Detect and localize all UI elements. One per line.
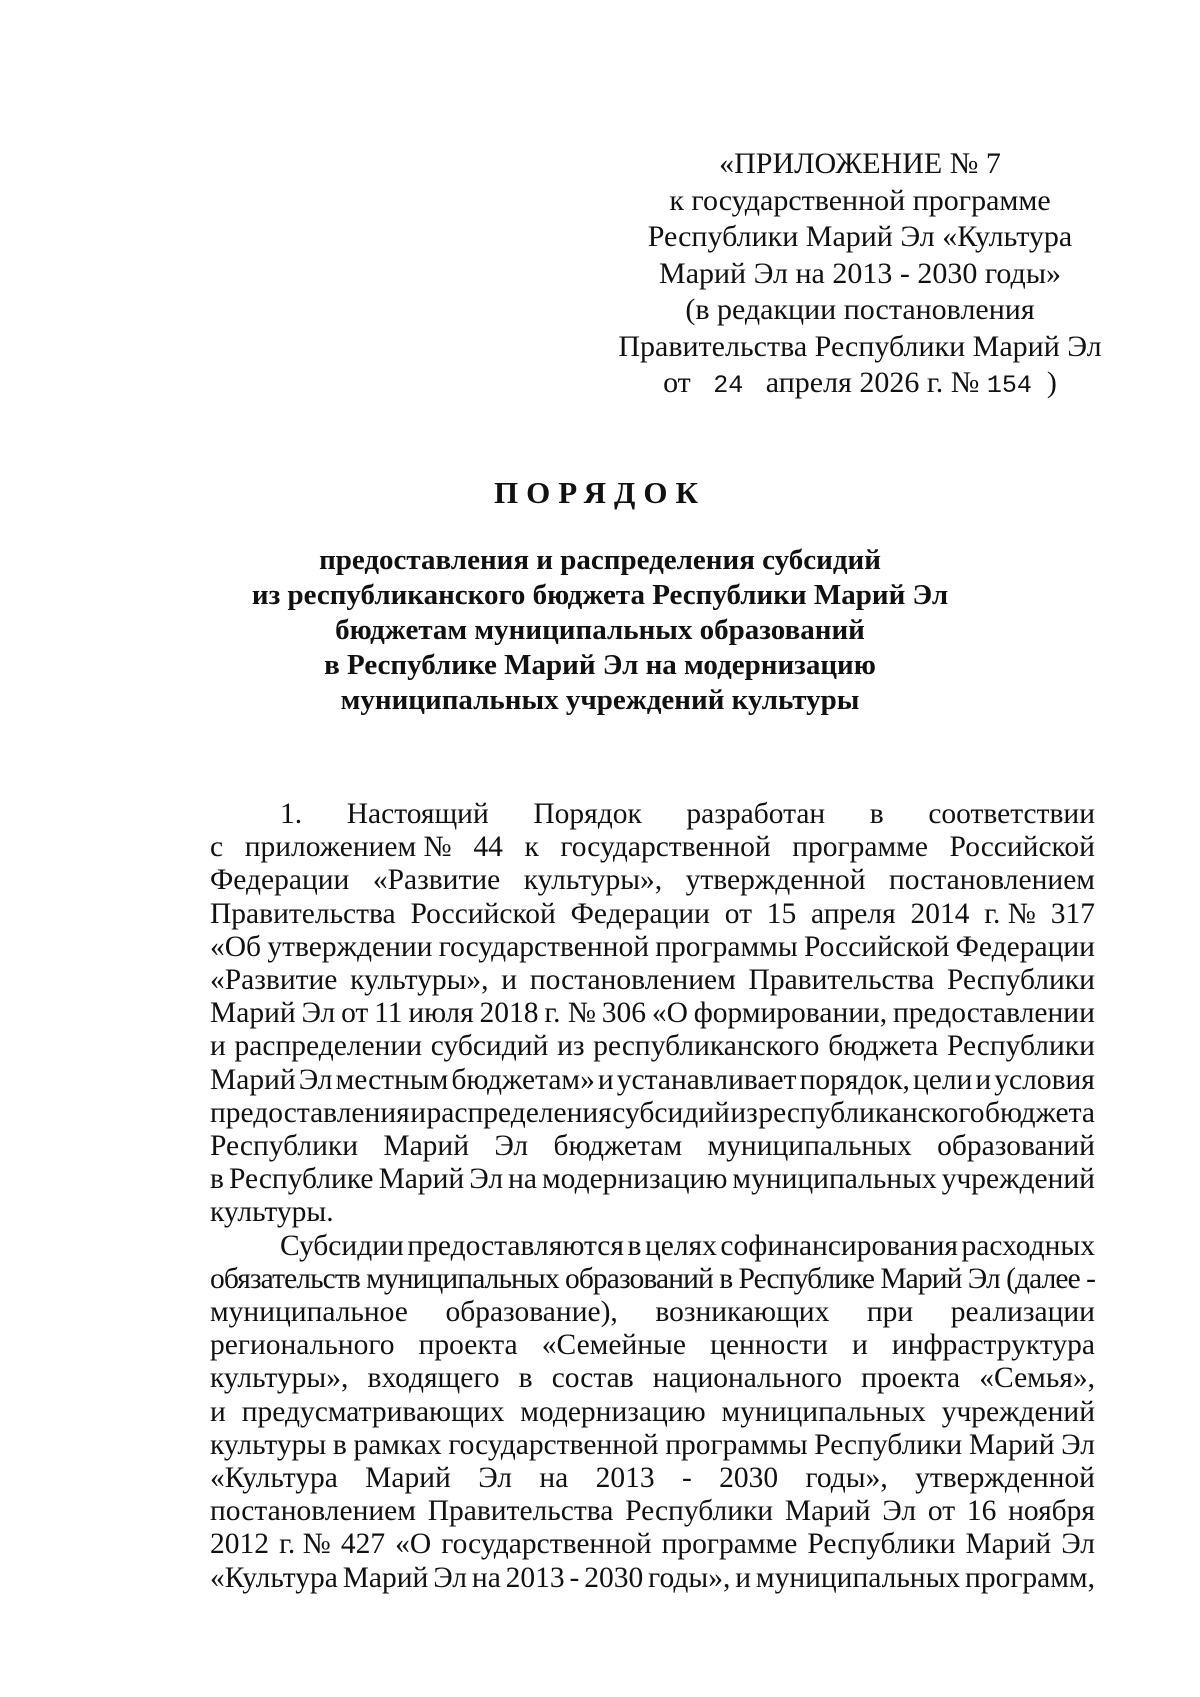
body-line — [210, 1329, 1095, 1362]
body-word: Республике — [228, 1163, 374, 1196]
body-word: «Развитие — [210, 964, 338, 997]
body-word: предоставляются — [407, 1229, 624, 1262]
body-word: Российской — [949, 831, 1095, 864]
body-word: программе — [661, 1528, 798, 1561]
body-word: бюджетам» — [451, 1063, 595, 1096]
body-word: Республики — [946, 1030, 1095, 1063]
body-word: в — [210, 1163, 224, 1196]
body-word: культуры», — [210, 1362, 349, 1395]
body-word: проекта — [861, 1362, 961, 1395]
body-word: «Семья», — [979, 1362, 1095, 1395]
body-word: учреждений — [941, 1395, 1095, 1428]
body-word: республиканского — [593, 1030, 820, 1063]
body-word: Эл — [478, 1462, 512, 1495]
body-word: программы — [655, 930, 798, 963]
body-line — [210, 1362, 1095, 1395]
body-word: соответствии — [928, 798, 1095, 830]
body-word: инфраструктура — [891, 1329, 1095, 1362]
subtitle-line: в Республике Марий Эл на модернизацию — [324, 649, 876, 681]
body-word: и — [851, 1329, 868, 1362]
body-word: предоставления — [210, 1096, 410, 1129]
body-word: 306 — [601, 997, 647, 1030]
body-word: годы», — [805, 1462, 888, 1495]
body-word: Марий — [365, 1462, 451, 1495]
body-line — [210, 798, 1095, 831]
document-subtitle — [250, 543, 950, 718]
body-line — [210, 1562, 1095, 1595]
body-word: 44 — [473, 831, 503, 864]
body-word: г. № — [544, 997, 596, 1030]
body-word: культуры», — [350, 964, 489, 997]
body-word: Республики — [814, 1428, 963, 1461]
body-word: субсидий — [612, 1096, 730, 1129]
subtitle-line: из республиканского бюджета Республики Марий Эл — [251, 579, 949, 611]
body-word: распределения — [426, 1096, 612, 1129]
body-word: возникающих — [655, 1296, 830, 1329]
subtitle-line: муниципальных учреждений культуры — [340, 684, 860, 716]
body-word: 2013 — [505, 1561, 565, 1594]
body-word: Эл — [882, 1495, 917, 1528]
body-word: государственной — [441, 1528, 652, 1561]
body-word: Республики — [625, 1495, 774, 1528]
body-word: в — [518, 1362, 533, 1395]
body-word: г. № — [279, 1528, 331, 1561]
body-word: и — [410, 1096, 426, 1129]
body-word: и — [501, 964, 518, 997]
body-word: субсидий — [430, 1030, 549, 1063]
body-word: - — [681, 1462, 692, 1495]
body-word: проекта — [418, 1329, 518, 1362]
body-word: образований — [937, 1130, 1095, 1163]
paragraph-2 — [210, 1230, 1095, 1595]
body-word: - — [1086, 1262, 1095, 1295]
body-word: Марий — [784, 1495, 871, 1528]
body-word: ноября — [1008, 1495, 1095, 1528]
appendix-line: Правительства Республики Марий Эл — [618, 329, 1102, 363]
body-word: формировании, — [693, 997, 888, 1030]
body-word: Республики — [807, 1528, 956, 1561]
document-number: 154 — [986, 371, 1032, 400]
body-word: г. № — [984, 897, 1036, 930]
body-word: «Культура — [210, 1561, 338, 1594]
body-word: Эл — [301, 997, 336, 1030]
body-word: Правительства — [210, 897, 396, 930]
body-word: «Семейные — [541, 1329, 686, 1362]
body-word: утверждении — [267, 930, 433, 963]
body-word: муниципальных — [732, 1163, 937, 1196]
body-line — [210, 1495, 1095, 1528]
body-word: постановлением — [210, 1495, 416, 1528]
body-line — [210, 1263, 1095, 1296]
body-word: (далее — [1006, 1262, 1080, 1295]
body-line — [210, 1462, 1095, 1495]
body-word: постановлением — [889, 864, 1095, 897]
body-word: обязательств — [210, 1262, 360, 1295]
body-word: муниципальных — [366, 1262, 559, 1295]
body-word: муниципальных — [721, 1395, 926, 1428]
body-line — [210, 1230, 1095, 1263]
body-word: целях — [644, 1229, 717, 1262]
body-word: из — [730, 1096, 758, 1129]
body-word: июля — [408, 997, 474, 1030]
body-word: в — [332, 1428, 347, 1461]
body-word: и — [735, 1561, 752, 1594]
body-line — [210, 1130, 1095, 1163]
body-word: 2018 — [479, 997, 539, 1030]
body-word: - — [569, 1561, 580, 1594]
body-word: 2014 — [910, 897, 970, 930]
body-word: Правительства — [748, 964, 935, 997]
body-word: постановлением — [529, 964, 736, 997]
body-word: 317 — [1050, 897, 1095, 930]
body-word: реализации — [950, 1296, 1095, 1329]
body-word: Федерации — [210, 864, 350, 897]
paragraph-1 — [210, 798, 1095, 1230]
body-line — [210, 997, 1095, 1030]
date-middle: апреля 2026 г. № — [765, 366, 980, 399]
body-word: входящего — [367, 1362, 500, 1395]
body-word: Порядок — [533, 798, 642, 830]
body-word: Республики — [210, 1130, 358, 1163]
body-line: культуры. — [210, 1196, 334, 1229]
body-word: на — [539, 1462, 569, 1495]
body-word: апреля — [811, 897, 896, 930]
body-line — [210, 1528, 1095, 1561]
body-line — [210, 1296, 1095, 1329]
body-word: Марий — [210, 1063, 296, 1096]
body-word: годы», — [648, 1561, 731, 1594]
body-line — [210, 1429, 1095, 1462]
body-word: от — [927, 1495, 956, 1528]
appendix-header — [610, 146, 1110, 405]
appendix-date-line — [610, 365, 1110, 405]
body-word: расходных — [961, 1229, 1095, 1262]
body-word: 2012 — [210, 1528, 269, 1561]
body-word: Марий — [378, 1163, 465, 1196]
body-word: и — [210, 1395, 226, 1428]
body-word: разработан — [686, 798, 826, 830]
body-word: программе — [792, 831, 928, 864]
body-word: бюджета — [828, 1030, 939, 1063]
body-line — [210, 898, 1095, 931]
body-word: 2030 — [719, 1462, 779, 1495]
body-word: Настоящий — [346, 798, 489, 830]
body-word: Марий — [965, 1528, 1052, 1561]
body-word: бюджетам — [553, 1130, 683, 1163]
body-word: с — [210, 831, 224, 864]
body-line — [210, 931, 1095, 964]
body-word: от — [341, 997, 369, 1030]
body-word: образований — [564, 1262, 713, 1295]
body-word: в — [719, 1262, 733, 1295]
appendix-line: Марий Эл на 2013 - 2030 годы» — [659, 256, 1061, 290]
body-word: «О — [395, 1528, 432, 1561]
body-word: утвержденной — [685, 864, 866, 897]
date-suffix: ) — [1046, 366, 1057, 399]
document-body — [210, 798, 1095, 1595]
body-word: приложением № — [244, 831, 452, 864]
body-word: на — [508, 1163, 537, 1196]
body-word: Марий — [383, 1130, 469, 1163]
body-word: регионального — [210, 1329, 395, 1362]
body-word: от — [724, 897, 752, 930]
body-word: местным — [335, 1063, 449, 1096]
body-word: Марий — [210, 997, 296, 1030]
body-word: предусматривающих — [241, 1395, 505, 1428]
subtitle-line: предоставления и распределения субсидий — [319, 544, 881, 576]
body-word: Эл — [298, 1063, 333, 1096]
body-word: распределении — [234, 1030, 423, 1063]
body-word: образование), — [445, 1296, 618, 1329]
body-word: модернизацию — [542, 1163, 728, 1196]
body-line — [210, 1396, 1095, 1429]
body-word: из — [557, 1030, 585, 1063]
body-word: в — [627, 1229, 642, 1262]
body-line — [210, 864, 1095, 897]
body-word: 1. — [280, 798, 303, 830]
body-word: предоставлении — [892, 997, 1095, 1030]
body-word: государственной — [560, 831, 771, 864]
body-word: Эл — [433, 1561, 468, 1594]
body-word: 15 — [766, 897, 797, 930]
body-line — [210, 1030, 1095, 1063]
body-line — [210, 1163, 1095, 1196]
body-word: Федерации — [955, 930, 1095, 963]
date-prefix: от — [663, 366, 691, 399]
body-word: утвержденной — [915, 1462, 1095, 1495]
body-word: условия — [994, 1063, 1095, 1096]
body-word: рамках — [353, 1428, 442, 1461]
body-word: Федерации — [570, 897, 710, 930]
body-word: государственной — [448, 1428, 659, 1461]
body-word: культуры — [210, 1428, 327, 1461]
body-word: Марий — [342, 1561, 429, 1594]
body-word: порядок, — [799, 1063, 910, 1096]
body-word: муниципальное — [210, 1296, 408, 1329]
body-word: бюджета — [985, 1096, 1095, 1129]
appendix-line: «ПРИЛОЖЕНИЕ № 7 — [719, 147, 1001, 180]
body-word: Марий — [880, 1262, 962, 1295]
body-word: ценности — [710, 1329, 828, 1362]
body-word: к — [524, 831, 539, 864]
body-word: состав — [551, 1362, 634, 1395]
body-word: национального — [652, 1362, 842, 1395]
body-word: 2013 — [595, 1462, 655, 1495]
body-word: Субсидии — [280, 1229, 404, 1262]
appendix-line: (в редакции постановления — [685, 293, 1035, 326]
body-word: муниципальных — [707, 1130, 912, 1163]
body-word: 2030 — [584, 1561, 644, 1594]
body-word: «Об — [210, 930, 262, 963]
body-word: Правительства — [427, 1495, 614, 1528]
body-word: программ, — [965, 1561, 1095, 1594]
body-word: 11 — [374, 997, 403, 1030]
body-word: в — [869, 798, 884, 830]
body-word: модернизацию — [520, 1395, 706, 1428]
body-word: Российской — [410, 897, 556, 930]
body-word: республиканского — [758, 1096, 985, 1129]
document-title: ПОРЯДОК — [494, 475, 706, 510]
body-word: Эл — [494, 1130, 529, 1163]
body-word: государственной — [438, 930, 649, 963]
body-line — [210, 831, 1095, 864]
body-word: учреждений — [941, 1163, 1095, 1196]
body-word: Эл — [1061, 1428, 1095, 1461]
body-line — [210, 1097, 1095, 1130]
appendix-line: Республики Марий Эл «Культура — [647, 220, 1073, 253]
body-word: Марий — [968, 1428, 1055, 1461]
body-word: «Развитие — [372, 864, 501, 897]
body-word: программы — [665, 1428, 808, 1461]
body-word: и — [210, 1030, 226, 1063]
body-word: Эл — [967, 1262, 1000, 1295]
date-day: 24 — [713, 371, 744, 400]
body-word: Эл — [469, 1163, 504, 1196]
body-word: цели — [912, 1063, 973, 1096]
body-word: Российской — [803, 930, 950, 963]
body-word: 16 — [966, 1495, 997, 1528]
subtitle-line: бюджетам муниципальных образований — [335, 614, 865, 646]
body-word: на — [471, 1561, 501, 1594]
body-line — [210, 1064, 1095, 1097]
body-line — [210, 964, 1095, 997]
body-word: и — [975, 1063, 992, 1096]
body-word: Республики — [946, 964, 1095, 997]
body-word: муниципальных — [755, 1561, 961, 1594]
body-word: при — [866, 1296, 914, 1329]
body-word: и — [597, 1063, 614, 1096]
body-word: Эл — [1061, 1528, 1095, 1561]
body-word: 427 — [340, 1528, 386, 1561]
body-word: «Культура — [210, 1462, 338, 1495]
body-word: Республике — [738, 1262, 875, 1295]
body-word: софинансирования — [720, 1229, 958, 1262]
body-word: культуры», — [523, 864, 663, 897]
appendix-line: к государственной программе — [669, 183, 1051, 217]
body-word: устанавливает — [616, 1063, 797, 1096]
body-word: «О — [651, 997, 688, 1030]
